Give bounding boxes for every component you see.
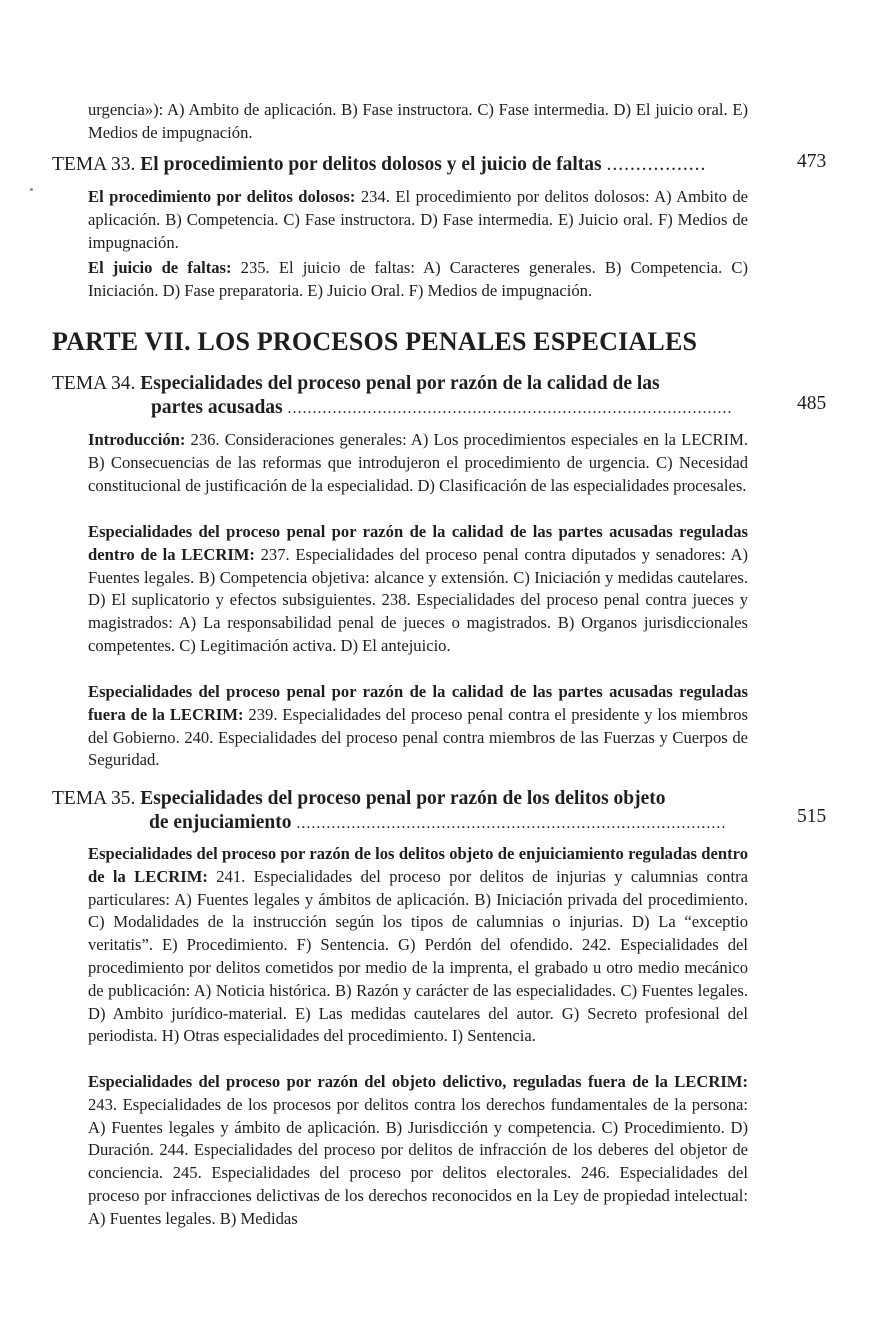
tema-34-title-line-2: partes acusadas [151,397,283,418]
tema-34-p1-heading: Introducción: [88,430,186,449]
tema-35-page-number: 515 [797,806,827,827]
tema-35-title-line-2: de enjuciamiento [149,812,292,833]
tema-33-heading [52,153,742,177]
tema-35-paragraph-2 [88,1071,748,1231]
part-heading: PARTE VII. LOS PROCESOS PENALES ESPECIALES [52,327,698,356]
tema-34-title-line-1: Especialidades del proceso penal por razón de la calidad de las [140,373,660,394]
tema-34-p3-heading: Especialidades del proceso penal por razón de la calidad de las partes acusadas reguladas fuera de la LECRIM: [88,682,748,724]
tema-33-label: TEMA 33. [52,154,136,175]
tema-33-page-number: 473 [797,151,827,172]
tema-33-p2-text: 235. El juicio de faltas: A) Caracteres generales. B) Competencia. C) Iniciación. D) Fase preparatoria. E) Juicio Oral. F) Medios de impugnación. [88,258,748,300]
tema-34-heading [52,372,742,421]
tema-35-leader: ...................................................................................... [296,815,727,832]
tema-33-paragraph-1 [88,186,748,254]
tema-33-p2-heading: El juicio de faltas: [88,258,232,277]
tema-34-p2-text: 237. Especialidades del proceso penal contra diputados y senadores: A) Fuentes legales. B) Competencia objetiva: alcance y extensión. C) Iniciación y medidas cautelares. D) El suplicatorio y efectos subsiguientes. 238. Especialidades del proceso penal contra jueces y magistrados: A) La responsabilidad penal de jueces o magistrados. B) Organos jurisdiccionales competentes. C) Legitimación activa. D) El antejuicio. [88,544,748,655]
tema-34-paragraph-1 [88,429,748,497]
tema-34-paragraph-2 [88,521,748,658]
tema-35-p1-text: 241. Especialidades del proceso por delitos de injurias y calumnias contra particulares: A) Fuentes legales y ámbitos de aplicación. B) Iniciación privada del procedimiento. C) Modalidades de la instrucción según los tipos de calumnias o injurias. D) La “exceptio veritatis”. E) Procedimiento. F) Sentencia. G) Perdón del ofendido. 242. Especialidades del procedimiento por delitos cometidos por medio de la imprenta, el grabado u otro medio mecánico de publicación: A) Noticia histórica. B) Razón y carácter de las especialidades. C) Fuentes legales. D) Ambito jurídico-material. E) Las medidas cautelares del autor. G) Secreto profesional del periodista. H) Otras especialidades del procedimiento. I) Sentencia. [88,866,749,1046]
tema-35-p2-text: 243. Especialidades de los procesos por delitos contra los derechos fundamentales de la persona: A) Fuentes legales y ámbito de aplicación. B) Jurisdicción y competencia. C) Procedimiento. D) Duración. 244. Especialidades del proceso por delitos de infracción de los deberes del objetor de conciencia. 245. Especialidades del proceso por delitos electorales. 246. Especialidades del proceso por infracciones delictivas de los derechos reconocidos en la Ley de propiedad intelectual: A) Fuentes legales. B) Medidas [88,1094,748,1228]
tema-34-p2-heading: Especialidades del proceso penal por razón de la calidad de las partes acusadas reguladas dentro de la LECRIM: [88,522,748,564]
continuation-text: urgencia»): A) Ambito de aplicación. B) Fase instructora. C) Fase intermedia. D) El juicio oral. E) Medios de impugnación. [88,100,748,142]
tema-34-leader: ......................................................................................... [287,400,733,417]
tema-35-title-line-1: Especialidades del proceso penal por razón de los delitos objeto [140,788,666,809]
tema-35-label: TEMA 35. [52,788,136,809]
tema-35-heading [52,787,742,836]
continuation-paragraph [88,99,748,145]
tema-33-p1-heading: El procedimiento por delitos dolosos: [88,187,356,206]
tema-33-leader: ................. [606,154,707,175]
tema-34-page-number: 485 [797,393,827,414]
margin-speck [30,188,33,191]
tema-34-paragraph-3 [88,681,748,772]
tema-33-p1-text: 234. El procedimiento por delitos dolosos: A) Ambito de aplicación. B) Competencia. C) Fase instructora. D) Fase intermedia. E) Juicio oral. F) Medios de impugnación. [88,187,748,252]
tema-33-title: El procedimiento por delitos dolosos y el juicio de faltas [140,154,602,175]
tema-33-paragraph-2 [88,257,748,303]
tema-35-p1-heading: Especialidades del proceso por razón de los delitos objeto de enjuiciamiento reguladas dentro de la LECRIM: [88,844,748,886]
tema-34-label: TEMA 34. [52,373,136,394]
tema-35-paragraph-1 [88,843,748,1048]
tema-34-p3-text: 239. Especialidades del proceso penal contra el presidente y los miembros del Gobierno. 240. Especialidades del proceso penal contra miembros de las Fuerzas y Cuerpos de Seguridad. [88,704,748,770]
tema-34-p1-text: 236. Consideraciones generales: A) Los procedimientos especiales en la LECRIM. B) Consecuencias de las reformas que introdujeron el procedimiento de urgencia. C) Necesidad constitucional de justificación de la especialidad. D) Clasificación de las especialidades procesales. [88,430,748,495]
tema-35-p2-heading: Especialidades del proceso por razón del objeto delictivo, reguladas fuera de la LECRIM: [88,1072,748,1091]
